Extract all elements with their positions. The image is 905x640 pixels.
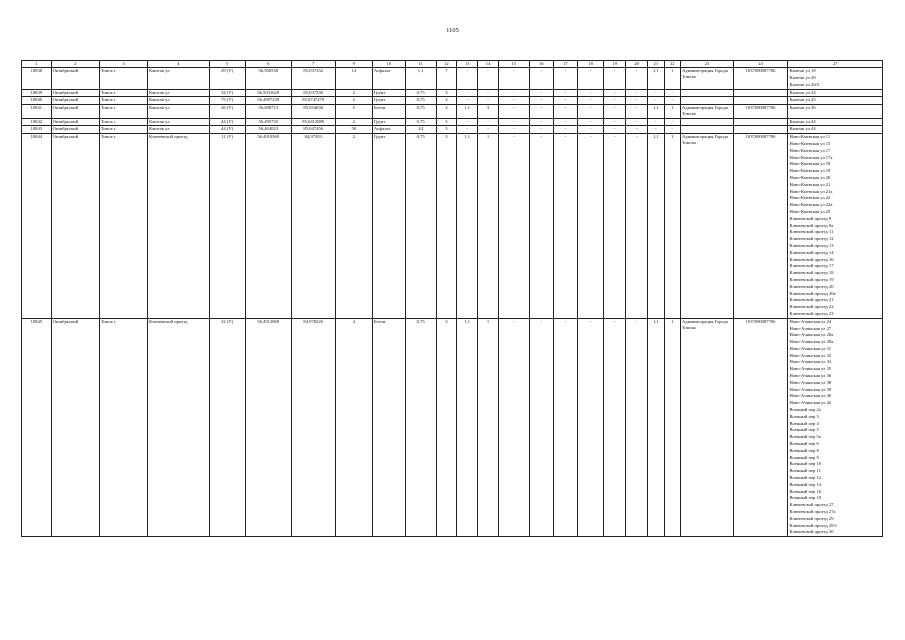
table-cell: - — [498, 105, 529, 118]
table-cell: Томск г — [99, 118, 147, 126]
table-cell: Каштак ул — [148, 68, 209, 89]
table-cell: - — [577, 105, 603, 118]
table-cell: - — [626, 118, 648, 126]
table-cell: 1 — [664, 105, 680, 118]
table-cell: 10840 — [22, 97, 52, 105]
table-cell: - — [626, 126, 648, 134]
address-item: Ново-Киевская ул 17 — [789, 147, 831, 153]
table-cell: 26 (У) — [209, 105, 245, 118]
address-item: Каштак ул 25 — [789, 97, 816, 103]
table-cell: 34 (У) — [209, 89, 245, 97]
table-cell: - — [529, 105, 553, 118]
table-cell: - — [529, 126, 553, 134]
address-item: Ключевской проезд 27а — [789, 509, 836, 515]
column-number: 11 — [405, 61, 436, 68]
table-cell: - — [498, 134, 529, 319]
table-row — [22, 118, 883, 126]
table-cell: 85,054038 — [291, 105, 335, 118]
address-item: Ново-Ачинская ул 32 — [789, 352, 832, 358]
table-cell: - — [577, 134, 603, 319]
table-cell: 10843 — [22, 126, 52, 134]
address-item: Ключевской проезд 16 — [789, 256, 834, 262]
table-cell: Томск г — [99, 105, 147, 118]
table-cell: Октябрьский — [51, 89, 99, 97]
column-number: 19 — [604, 61, 626, 68]
column-number: 17 — [553, 61, 577, 68]
table-cell: 0,75 — [405, 118, 436, 126]
address-item: Ключевской проезд 20 — [789, 283, 834, 289]
address-list-cell — [788, 68, 883, 89]
table-cell: 0,75 — [405, 105, 436, 118]
column-number: 7 — [291, 61, 335, 68]
address-item: Ново-Ачинская ул 28а — [789, 339, 834, 345]
table-cell: - — [498, 118, 529, 126]
table-cell: - — [604, 118, 626, 126]
address-item: Ключевской проезд 30 — [789, 529, 834, 535]
address-list-cell — [788, 318, 883, 537]
table-cell: Томск г — [99, 134, 147, 319]
table-cell: - — [664, 118, 680, 126]
column-number: 20 — [626, 61, 648, 68]
page-number: 1105 — [446, 27, 459, 34]
column-number: 2 — [51, 61, 99, 68]
column-number: 24 — [733, 61, 788, 68]
table-cell: 3 — [436, 118, 457, 126]
table-cell: - — [626, 68, 648, 89]
address-item: Военный пер 12 — [789, 475, 822, 481]
table-cell: 2 — [335, 134, 372, 319]
table-cell: - — [478, 68, 499, 89]
table-cell: - — [604, 105, 626, 118]
table-cell: - — [498, 97, 529, 105]
address-item: Военный пер 16 — [789, 488, 822, 494]
address-item: Ново-Киевская ул 25 — [789, 208, 831, 214]
address-item: Ключевской проезд 9 — [789, 215, 832, 221]
table-cell: 1037000087706 — [733, 318, 788, 537]
table-cell: Грунт — [372, 134, 405, 319]
table-row — [22, 134, 883, 319]
column-number: 14 — [478, 61, 499, 68]
table-cell: 75 (У) — [209, 97, 245, 105]
column-number: 5 — [209, 61, 245, 68]
address-list-cell — [788, 105, 883, 118]
table-cell: - — [478, 126, 499, 134]
register-table — [21, 60, 883, 537]
column-number: 12 — [436, 61, 457, 68]
column-number: 15 — [498, 61, 529, 68]
table-cell: - — [664, 97, 680, 105]
table-cell: Асфальт — [372, 68, 405, 89]
table-cell: 85,0747479 — [291, 97, 335, 105]
table-cell: - — [553, 126, 577, 134]
address-item: Каштак ул 44 — [789, 126, 816, 132]
table-cell: - — [553, 118, 577, 126]
table-cell: 56,4910569 — [245, 134, 291, 319]
table-cell: - — [457, 89, 478, 97]
table-cell: - — [648, 97, 664, 105]
table-cell: 56,4912869 — [245, 318, 291, 537]
address-item: Военный пер 2а — [789, 407, 821, 413]
address-item: Военный пер 18 — [789, 495, 822, 501]
address-item: Ново-Киевская ул 20 — [789, 174, 831, 180]
table-cell: Томск г — [99, 68, 147, 89]
address-item: Ново-Киевская ул 22а — [789, 202, 833, 208]
table-cell: Октябрьский — [51, 105, 99, 118]
table-cell: - — [529, 134, 553, 319]
table-cell: 10839 — [22, 89, 52, 97]
address-item: Ново-Ачинская ул 42 — [789, 400, 832, 406]
table-cell: - — [478, 89, 499, 97]
table-cell: 7 — [436, 68, 457, 89]
column-number: 21 — [648, 61, 664, 68]
table-cell: - — [498, 318, 529, 537]
address-list-cell — [788, 134, 883, 319]
table-cell: Администрация Города Томска — [680, 105, 733, 118]
table-cell: 0,75 — [405, 97, 436, 105]
column-number: 1 — [22, 61, 52, 68]
table-cell: 3 — [436, 89, 457, 97]
address-item: Ново-Ачинская ул 35 — [789, 366, 832, 372]
table-cell: Каштак ул — [148, 118, 209, 126]
table-cell: - — [604, 318, 626, 537]
table-cell: 85,037332 — [291, 68, 335, 89]
table-cell: Октябрьский — [51, 118, 99, 126]
address-item: Каштак ул 26 — [789, 105, 816, 111]
table-cell: 1,1 — [648, 134, 664, 319]
column-number: 9 — [335, 61, 372, 68]
table-cell: 3 — [436, 318, 457, 537]
table-cell: - — [553, 68, 577, 89]
table-cell: - — [626, 105, 648, 118]
table-cell — [733, 118, 788, 126]
table-row — [22, 126, 883, 134]
table-cell: 1,1 — [648, 318, 664, 537]
address-list-cell — [788, 126, 883, 134]
table-cell: Октябрьский — [51, 97, 99, 105]
address-item: Ново-Киевская ул 21 — [789, 181, 831, 187]
address-item: Ключевской проезд 22 — [789, 304, 834, 310]
table-cell: - — [498, 89, 529, 97]
table-cell: 4 — [335, 318, 372, 537]
address-item: Ново-Ачинская ул 24 — [789, 318, 832, 324]
table-cell: Ключевской проезд — [148, 318, 209, 537]
table-cell: 10844 — [22, 134, 52, 319]
table-cell: 2 — [335, 97, 372, 105]
address-item: Военный пер 3 — [789, 413, 819, 419]
table-cell: 2 — [335, 89, 372, 97]
table-cell: 24 — [405, 126, 436, 134]
table-row — [22, 89, 883, 97]
column-number: 13 — [457, 61, 478, 68]
column-number: 27 — [788, 61, 883, 68]
table-cell: 3 — [436, 126, 457, 134]
table-cell: - — [604, 68, 626, 89]
table-cell: 85,047456 — [291, 126, 335, 134]
table-cell — [680, 118, 733, 126]
address-item: Ключевской проезд 17 — [789, 263, 834, 269]
table-cell: Ключевской проезд — [148, 134, 209, 319]
table-cell: 2 — [335, 118, 372, 126]
table-cell: Октябрьский — [51, 68, 99, 89]
table-cell: 0,75 — [405, 134, 436, 319]
table-row — [22, 318, 883, 537]
address-item: Ключевской проезд 18 — [789, 270, 834, 276]
table-cell: 56,404023 — [245, 126, 291, 134]
table-cell: - — [664, 89, 680, 97]
address-item: Каштак ул 34 — [789, 89, 816, 95]
table-cell: - — [648, 89, 664, 97]
table-cell: - — [604, 97, 626, 105]
table-cell: - — [457, 97, 478, 105]
table-cell: 56,500538 — [245, 68, 291, 89]
address-item: Военный пер 8 — [789, 447, 819, 453]
column-number: 3 — [99, 61, 147, 68]
address-item: Ключевской проезд 20а — [789, 290, 836, 296]
table-cell: 50 — [335, 126, 372, 134]
address-item: Ново-Ачинская ул 38 — [789, 379, 832, 385]
table-cell: - — [664, 126, 680, 134]
address-item: Ново-Киевская ул 19 — [789, 168, 831, 174]
address-item: Ново-Ачинская ул 27 — [789, 325, 832, 331]
address-item: Ключевской проезд 14 — [789, 249, 834, 255]
table-cell — [733, 89, 788, 97]
address-item: Военный пер 11 — [789, 468, 821, 474]
table-cell: 5 — [335, 105, 372, 118]
table-cell: Грунт — [372, 118, 405, 126]
table-cell: - — [498, 68, 529, 89]
table-cell: 56,495735 — [245, 118, 291, 126]
table-cell: - — [604, 89, 626, 97]
table-cell: - — [648, 118, 664, 126]
table-cell: 1,1 — [405, 68, 436, 89]
address-item: Ключевской проезд 29/1 — [789, 522, 838, 528]
address-item: Ново-Ачинская ул 33 — [789, 359, 832, 365]
column-number-row — [22, 61, 883, 68]
table-cell: 3 — [478, 105, 499, 118]
table-cell: - — [553, 89, 577, 97]
table-cell: - — [577, 126, 603, 134]
address-item: Ключевской проезд 23 — [789, 310, 834, 316]
table-cell: Октябрьский — [51, 134, 99, 319]
address-item: Каштак ул 44 — [789, 118, 816, 124]
address-item: Ключевской проезд 29 — [789, 515, 834, 521]
table-cell: - — [626, 89, 648, 97]
table-cell: 3 — [436, 97, 457, 105]
address-list-cell — [788, 97, 883, 105]
table-row — [22, 105, 883, 118]
table-cell: 0,75 — [405, 89, 436, 97]
address-list-cell — [788, 118, 883, 126]
table-cell: - — [553, 134, 577, 319]
table-row — [22, 97, 883, 105]
table-cell — [680, 89, 733, 97]
address-item: Каштак ул 20/2 — [789, 81, 820, 87]
table-cell: Бетон — [372, 318, 405, 537]
table-cell: Октябрьский — [51, 126, 99, 134]
address-item: Ново-Ачинская ул 36 — [789, 373, 832, 379]
column-number: 4 — [148, 61, 209, 68]
table-cell — [733, 97, 788, 105]
address-item: Военный пер 5а — [789, 434, 821, 440]
table-cell: 1 — [478, 134, 499, 319]
table-cell: Каштак ул — [148, 105, 209, 118]
table-cell: - — [626, 134, 648, 319]
table-cell: 29 (У) — [209, 68, 245, 89]
table-cell: - — [529, 89, 553, 97]
address-item: Военный пер 4 — [789, 420, 819, 426]
address-item: Военный пер 14 — [789, 481, 822, 487]
table-cell: - — [626, 97, 648, 105]
table-cell: Каштак ул — [148, 126, 209, 134]
table-cell: 85,037336 — [291, 89, 335, 97]
table-cell: Администрация Города Томска — [680, 318, 733, 537]
table-cell: 1 — [664, 318, 680, 537]
table-cell: - — [577, 118, 603, 126]
address-item: Ново-Киевская ул 22 — [789, 195, 831, 201]
address-item: Ключевской проезд 12 — [789, 236, 834, 242]
table-cell: Томск г — [99, 318, 147, 537]
table-cell: 10842 — [22, 118, 52, 126]
table-row — [22, 68, 883, 89]
address-item: Военный пер 9 — [789, 454, 819, 460]
table-cell: - — [648, 126, 664, 134]
address-item: Каштак ул 20 — [789, 75, 816, 80]
table-cell: 1,1 — [457, 134, 478, 319]
table-cell: 85,0412889 — [291, 118, 335, 126]
table-cell: 1,1 — [648, 68, 664, 89]
table-cell: - — [478, 97, 499, 105]
table-cell: - — [604, 126, 626, 134]
address-list-cell — [788, 89, 883, 97]
table-cell: Каштак ул — [148, 89, 209, 97]
table-cell: Бетон — [372, 105, 405, 118]
table-cell: 1037000087706 — [733, 134, 788, 319]
table-cell: 44 (У) — [209, 118, 245, 126]
table-cell: 56,5031629 — [245, 89, 291, 97]
table-cell: - — [626, 318, 648, 537]
column-number: 23 — [680, 61, 733, 68]
table-cell — [680, 126, 733, 134]
table-cell: - — [577, 318, 603, 537]
table-cell: - — [529, 118, 553, 126]
address-item: Ключевской проезд 19 — [789, 276, 834, 282]
table-cell: 1,1 — [648, 105, 664, 118]
address-item: Военный пер 6 — [789, 441, 819, 447]
address-item: Ключевской проезд 13 — [789, 242, 834, 248]
table-cell: - — [577, 89, 603, 97]
table-cell: 1,1 — [457, 318, 478, 537]
address-item: Ново-Киевская ул 21а — [789, 188, 833, 194]
table-cell: - — [604, 134, 626, 319]
table-cell: 84,978226 — [291, 318, 335, 537]
address-item: Ключевской проезд 11 — [789, 229, 834, 235]
address-item: Военный пер 10 — [789, 461, 822, 467]
address-item: Ново-Киевская ул 18 — [789, 161, 831, 167]
table-cell: 56,4997239 — [245, 97, 291, 105]
address-item: Ключевской проезд 27 — [789, 502, 834, 508]
table-cell: - — [529, 97, 553, 105]
column-number: 6 — [245, 61, 291, 68]
address-item: Ново-Ачинская ул 31 — [789, 345, 832, 351]
address-item: Ключевской проезд 9а — [789, 222, 834, 228]
table-cell: 10845 — [22, 318, 52, 537]
address-item: Ново-Киевская ул 11 — [789, 134, 831, 140]
table-cell: 1037000087706 — [733, 68, 788, 89]
table-cell: 14 — [335, 68, 372, 89]
table-cell: Администрация Города Томска — [680, 68, 733, 89]
table-cell: 56,498713 — [245, 105, 291, 118]
table-cell: Каштак ул — [148, 97, 209, 105]
table-cell: Грунт — [372, 89, 405, 97]
table-cell: 3 — [436, 105, 457, 118]
table-cell: Грунт — [372, 97, 405, 105]
column-number: 18 — [577, 61, 603, 68]
table-cell: - — [577, 68, 603, 89]
table-cell: 0,75 — [405, 318, 436, 537]
table-cell: 1 — [478, 318, 499, 537]
address-item: Ново-Киевская ул 17а — [789, 154, 833, 160]
table-cell: 11 (У) — [209, 134, 245, 319]
address-item: Каштак ул 18 — [789, 68, 816, 74]
address-item: Ключевской проезд 21 — [789, 297, 834, 303]
address-item: Ново-Ачинская ул 39 — [789, 386, 832, 392]
table-cell: 3 — [436, 134, 457, 319]
column-number: 16 — [529, 61, 553, 68]
column-number: 22 — [664, 61, 680, 68]
table-cell: - — [553, 318, 577, 537]
table-cell: - — [553, 97, 577, 105]
table-cell: - — [577, 97, 603, 105]
table-cell: - — [457, 118, 478, 126]
table-cell: 1 — [664, 68, 680, 89]
table-cell: 32 (У) — [209, 318, 245, 537]
table-cell: 44 (У) — [209, 126, 245, 134]
table-cell — [733, 126, 788, 134]
table-cell: - — [529, 68, 553, 89]
table-cell: 1,1 — [457, 105, 478, 118]
table-cell: - — [478, 118, 499, 126]
table-cell: Томск г — [99, 97, 147, 105]
table-cell: - — [553, 105, 577, 118]
address-item: Ново-Киевская ул 15 — [789, 140, 831, 146]
table-cell: - — [498, 126, 529, 134]
address-item: Ново-Ачинская ул 28а — [789, 332, 834, 338]
table-cell: - — [457, 68, 478, 89]
table-cell: 1037000087706 — [733, 105, 788, 118]
table-cell: Томск г — [99, 89, 147, 97]
table-cell: Октябрьский — [51, 318, 99, 537]
table-cell: Томск г — [99, 126, 147, 134]
table-cell: 10838 — [22, 68, 52, 89]
table-cell: - — [457, 126, 478, 134]
table-cell: - — [529, 318, 553, 537]
table-cell: 1 — [664, 134, 680, 319]
table-cell: Администрация Города Томска — [680, 134, 733, 319]
table-cell — [680, 97, 733, 105]
column-number: 10 — [372, 61, 405, 68]
address-item: Военный пер 5 — [789, 427, 819, 433]
address-item: Ново-Ачинская ул 40 — [789, 393, 832, 399]
table-cell: Асфальт — [372, 126, 405, 134]
table-cell: 84,97303 — [291, 134, 335, 319]
table-cell: 10841 — [22, 105, 52, 118]
